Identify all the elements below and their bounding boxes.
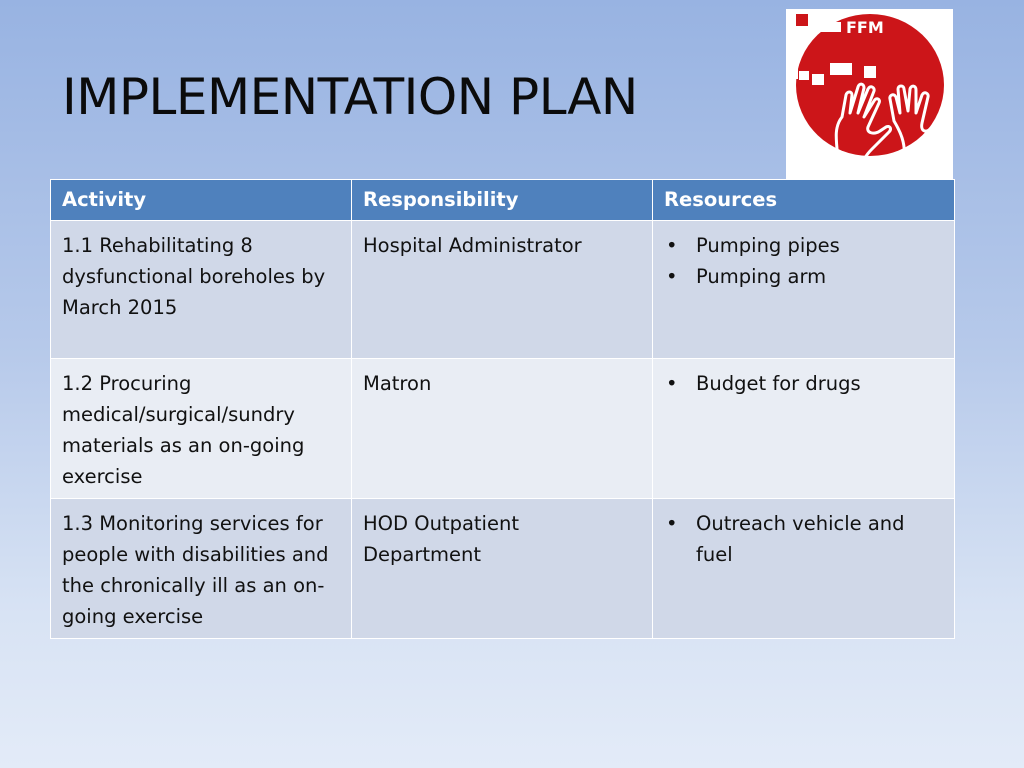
table-row — [51, 499, 955, 639]
activity-cell: 1.1 Rehabilitating 8 dysfunctional boreholes by March 2015 — [51, 221, 352, 359]
resource-item: • Pumping arm — [696, 261, 944, 292]
activity-cell: 1.3 Monitoring services for people with disabilities and the chronically ill as an on-going exercise — [51, 499, 352, 639]
responsibility-cell: Hospital Administrator — [352, 221, 653, 359]
resource-item: • Outreach vehicle and fuel — [696, 508, 944, 570]
table-row — [51, 359, 955, 499]
resource-item: • Pumping pipes — [696, 230, 944, 261]
ffm-logo — [786, 9, 953, 179]
implementation-plan-table — [50, 179, 955, 639]
resources-cell — [653, 359, 955, 499]
activity-cell: 1.2 Procuring medical/surgical/sundry materials as an on-going exercise — [51, 359, 352, 499]
responsibility-cell: HOD Outpatient Department — [352, 499, 653, 639]
column-header-activity: Activity — [51, 180, 352, 221]
resources-list — [664, 230, 944, 292]
table-row — [51, 221, 955, 359]
resources-list — [664, 368, 944, 399]
resources-list — [664, 508, 944, 570]
ffm-logo-image — [786, 9, 953, 179]
resource-item: • Budget for drugs — [696, 368, 944, 399]
resources-cell — [653, 499, 955, 639]
slide-title: IMPLEMENTATION PLAN — [62, 68, 638, 126]
resources-cell — [653, 221, 955, 359]
column-header-resources: Resources — [653, 180, 955, 221]
column-header-responsibility: Responsibility — [352, 180, 653, 221]
responsibility-cell: Matron — [352, 359, 653, 499]
table-header-row — [51, 180, 955, 221]
svg-text:FFM: FFM — [846, 18, 884, 37]
